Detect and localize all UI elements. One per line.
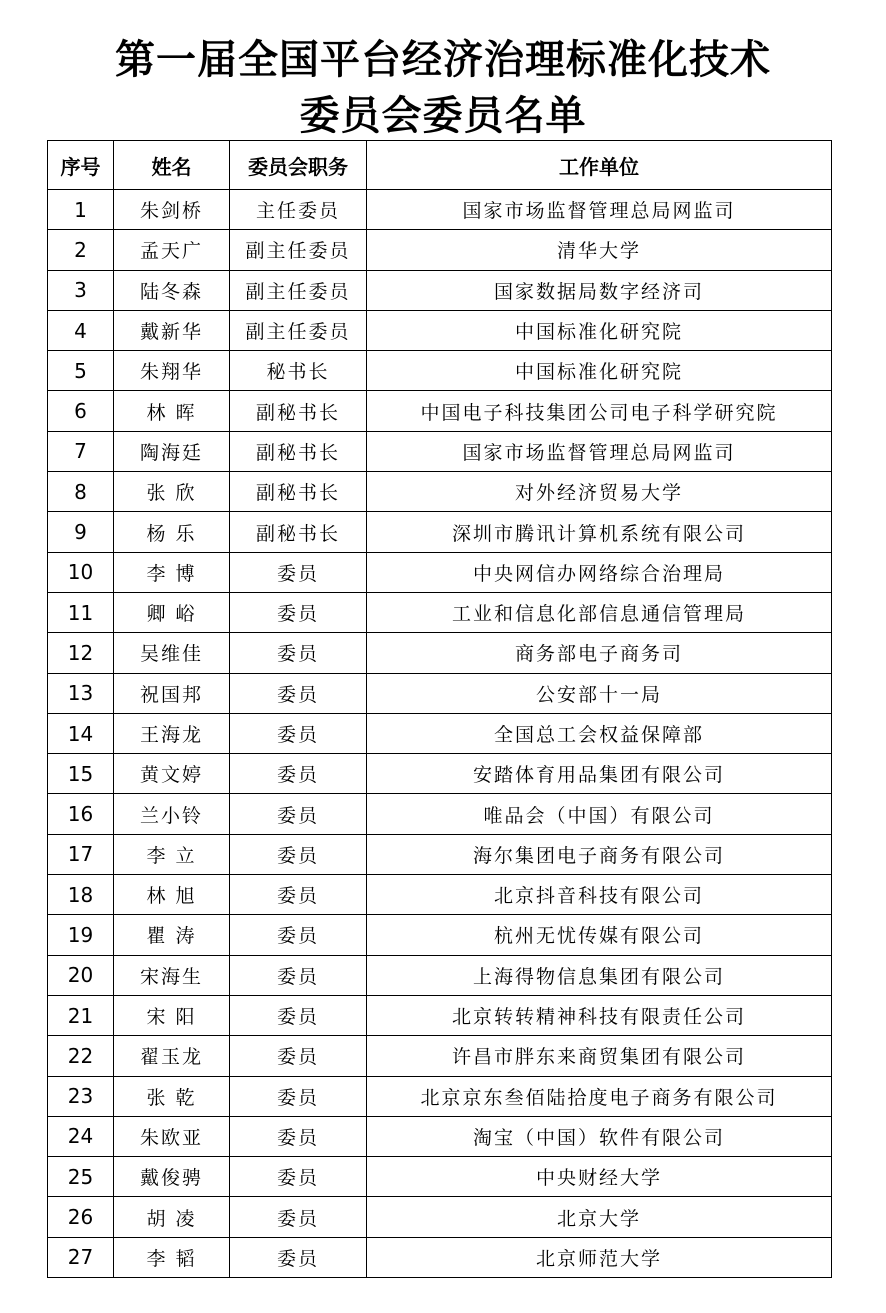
table-row bbox=[48, 512, 832, 552]
table-row bbox=[48, 1197, 832, 1237]
member-name: 张 乾 bbox=[114, 1076, 230, 1116]
row-number: 25 bbox=[48, 1157, 114, 1197]
table-row bbox=[48, 1237, 832, 1277]
member-name: 翟玉龙 bbox=[114, 1036, 230, 1076]
member-organization: 北京转转精神科技有限责任公司 bbox=[367, 995, 832, 1035]
member-role: 委员 bbox=[230, 915, 367, 955]
table-row bbox=[48, 955, 832, 995]
member-organization: 海尔集团电子商务有限公司 bbox=[367, 834, 832, 874]
table-row bbox=[48, 673, 832, 713]
table-row bbox=[48, 391, 832, 431]
table-row bbox=[48, 1116, 832, 1156]
member-name: 戴新华 bbox=[114, 310, 230, 350]
member-name: 宋 阳 bbox=[114, 995, 230, 1035]
member-organization: 北京京东叁佰陆拾度电子商务有限公司 bbox=[367, 1076, 832, 1116]
member-role: 委员 bbox=[230, 633, 367, 673]
table-row bbox=[48, 713, 832, 753]
member-role: 委员 bbox=[230, 875, 367, 915]
member-organization: 安踏体育用品集团有限公司 bbox=[367, 754, 832, 794]
table-row bbox=[48, 633, 832, 673]
member-organization: 中国标准化研究院 bbox=[367, 351, 832, 391]
table-row bbox=[48, 431, 832, 471]
table-row bbox=[48, 190, 832, 230]
row-number: 20 bbox=[48, 955, 114, 995]
member-role: 委员 bbox=[230, 1237, 367, 1277]
row-number: 19 bbox=[48, 915, 114, 955]
member-role: 委员 bbox=[230, 834, 367, 874]
member-role: 主任委员 bbox=[230, 190, 367, 230]
member-name: 黄文婷 bbox=[114, 754, 230, 794]
table-row bbox=[48, 351, 832, 391]
member-organization: 北京师范大学 bbox=[367, 1237, 832, 1277]
member-organization: 上海得物信息集团有限公司 bbox=[367, 955, 832, 995]
member-role: 委员 bbox=[230, 592, 367, 632]
header-number: 序号 bbox=[48, 141, 114, 190]
committee-roster-table bbox=[47, 140, 832, 1278]
row-number: 1 bbox=[48, 190, 114, 230]
member-organization: 中央网信办网络综合治理局 bbox=[367, 552, 832, 592]
member-name: 李 博 bbox=[114, 552, 230, 592]
member-organization: 北京大学 bbox=[367, 1197, 832, 1237]
row-number: 21 bbox=[48, 995, 114, 1035]
member-organization: 国家市场监督管理总局网监司 bbox=[367, 190, 832, 230]
member-name: 戴俊骋 bbox=[114, 1157, 230, 1197]
member-role: 委员 bbox=[230, 955, 367, 995]
row-number: 7 bbox=[48, 431, 114, 471]
member-organization: 中央财经大学 bbox=[367, 1157, 832, 1197]
member-role: 副主任委员 bbox=[230, 310, 367, 350]
table-row bbox=[48, 472, 832, 512]
member-organization: 对外经济贸易大学 bbox=[367, 472, 832, 512]
member-organization: 国家市场监督管理总局网监司 bbox=[367, 431, 832, 471]
table-row bbox=[48, 1157, 832, 1197]
header-role: 委员会职务 bbox=[230, 141, 367, 190]
member-role: 秘书长 bbox=[230, 351, 367, 391]
member-role: 副主任委员 bbox=[230, 270, 367, 310]
table-row bbox=[48, 1076, 832, 1116]
member-role: 委员 bbox=[230, 794, 367, 834]
member-organization: 北京抖音科技有限公司 bbox=[367, 875, 832, 915]
table-row bbox=[48, 915, 832, 955]
row-number: 16 bbox=[48, 794, 114, 834]
table-row bbox=[48, 1036, 832, 1076]
member-role: 委员 bbox=[230, 673, 367, 713]
member-organization: 国家数据局数字经济司 bbox=[367, 270, 832, 310]
member-name: 李 韬 bbox=[114, 1237, 230, 1277]
header-name: 姓名 bbox=[114, 141, 230, 190]
row-number: 15 bbox=[48, 754, 114, 794]
member-organization: 淘宝（中国）软件有限公司 bbox=[367, 1116, 832, 1156]
table-row bbox=[48, 875, 832, 915]
member-name: 瞿 涛 bbox=[114, 915, 230, 955]
member-name: 林 晖 bbox=[114, 391, 230, 431]
member-name: 宋海生 bbox=[114, 955, 230, 995]
member-role: 委员 bbox=[230, 1157, 367, 1197]
table-row bbox=[48, 270, 832, 310]
row-number: 22 bbox=[48, 1036, 114, 1076]
row-number: 17 bbox=[48, 834, 114, 874]
member-name: 胡 凌 bbox=[114, 1197, 230, 1237]
member-role: 副秘书长 bbox=[230, 431, 367, 471]
member-organization: 中国电子科技集团公司电子科学研究院 bbox=[367, 391, 832, 431]
member-name: 陶海廷 bbox=[114, 431, 230, 471]
member-role: 委员 bbox=[230, 995, 367, 1035]
table-row bbox=[48, 552, 832, 592]
row-number: 13 bbox=[48, 673, 114, 713]
member-role: 委员 bbox=[230, 552, 367, 592]
row-number: 2 bbox=[48, 230, 114, 270]
member-organization: 工业和信息化部信息通信管理局 bbox=[367, 592, 832, 632]
member-role: 副秘书长 bbox=[230, 472, 367, 512]
row-number: 8 bbox=[48, 472, 114, 512]
table-row bbox=[48, 230, 832, 270]
member-organization: 唯品会（中国）有限公司 bbox=[367, 794, 832, 834]
member-name: 朱剑桥 bbox=[114, 190, 230, 230]
member-organization: 杭州无忧传媒有限公司 bbox=[367, 915, 832, 955]
member-name: 王海龙 bbox=[114, 713, 230, 753]
row-number: 3 bbox=[48, 270, 114, 310]
row-number: 4 bbox=[48, 310, 114, 350]
member-role: 委员 bbox=[230, 754, 367, 794]
member-name: 兰小铃 bbox=[114, 794, 230, 834]
member-name: 朱翔华 bbox=[114, 351, 230, 391]
member-name: 孟天广 bbox=[114, 230, 230, 270]
row-number: 9 bbox=[48, 512, 114, 552]
row-number: 26 bbox=[48, 1197, 114, 1237]
member-name: 祝国邦 bbox=[114, 673, 230, 713]
table-row bbox=[48, 995, 832, 1035]
table-row bbox=[48, 310, 832, 350]
member-role: 副秘书长 bbox=[230, 391, 367, 431]
member-role: 副主任委员 bbox=[230, 230, 367, 270]
row-number: 11 bbox=[48, 592, 114, 632]
member-name: 卿 峪 bbox=[114, 592, 230, 632]
member-name: 杨 乐 bbox=[114, 512, 230, 552]
header-organization: 工作单位 bbox=[367, 141, 832, 190]
member-name: 李 立 bbox=[114, 834, 230, 874]
row-number: 5 bbox=[48, 351, 114, 391]
member-role: 副秘书长 bbox=[230, 512, 367, 552]
table-row bbox=[48, 834, 832, 874]
member-role: 委员 bbox=[230, 1036, 367, 1076]
page-title-line-2: 委员会委员名单 bbox=[299, 93, 587, 139]
member-role: 委员 bbox=[230, 713, 367, 753]
member-organization: 全国总工会权益保障部 bbox=[367, 713, 832, 753]
table-row bbox=[48, 794, 832, 834]
member-role: 委员 bbox=[230, 1076, 367, 1116]
member-organization: 深圳市腾讯计算机系统有限公司 bbox=[367, 512, 832, 552]
member-organization: 公安部十一局 bbox=[367, 673, 832, 713]
member-name: 林 旭 bbox=[114, 875, 230, 915]
member-organization: 中国标准化研究院 bbox=[367, 310, 832, 350]
member-name: 朱欧亚 bbox=[114, 1116, 230, 1156]
member-name: 吴维佳 bbox=[114, 633, 230, 673]
header-row bbox=[48, 141, 832, 190]
member-role: 委员 bbox=[230, 1116, 367, 1156]
member-role: 委员 bbox=[230, 1197, 367, 1237]
row-number: 23 bbox=[48, 1076, 114, 1116]
row-number: 18 bbox=[48, 875, 114, 915]
member-organization: 商务部电子商务司 bbox=[367, 633, 832, 673]
table-row bbox=[48, 754, 832, 794]
row-number: 24 bbox=[48, 1116, 114, 1156]
member-name: 张 欣 bbox=[114, 472, 230, 512]
row-number: 10 bbox=[48, 552, 114, 592]
row-number: 14 bbox=[48, 713, 114, 753]
row-number: 27 bbox=[48, 1237, 114, 1277]
member-organization: 许昌市胖东来商贸集团有限公司 bbox=[367, 1036, 832, 1076]
member-organization: 清华大学 bbox=[367, 230, 832, 270]
page-title-line-1: 第一届全国平台经济治理标准化技术 bbox=[115, 37, 771, 83]
row-number: 12 bbox=[48, 633, 114, 673]
table-row bbox=[48, 592, 832, 632]
row-number: 6 bbox=[48, 391, 114, 431]
member-name: 陆冬森 bbox=[114, 270, 230, 310]
